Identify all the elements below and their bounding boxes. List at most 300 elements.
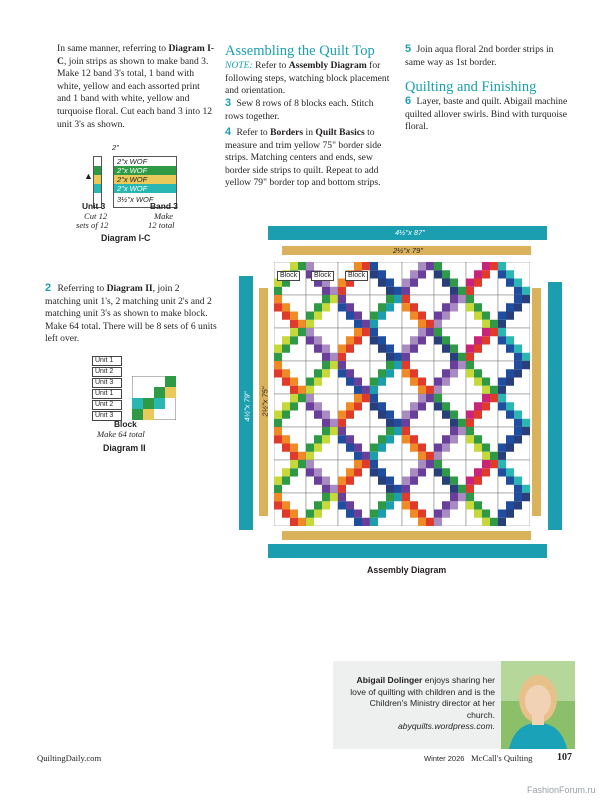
block-square-accent	[402, 369, 410, 377]
block-square	[450, 435, 458, 443]
block-square	[434, 320, 442, 328]
block-square-accent	[474, 336, 482, 344]
block-square	[426, 460, 434, 468]
block-square-accent	[378, 435, 386, 443]
block-square-accent	[514, 361, 522, 369]
block-square	[410, 477, 418, 485]
left-inner-label: 2½"x 75"	[260, 386, 270, 417]
block-square	[322, 345, 330, 353]
block-square-accent	[370, 444, 378, 452]
block-square	[274, 287, 282, 295]
block-square-accent	[498, 336, 506, 344]
block-square	[442, 510, 450, 518]
block-square	[410, 501, 418, 509]
block-square-accent	[282, 444, 290, 452]
block-square	[490, 460, 498, 468]
block-square-accent	[410, 510, 418, 518]
block-square	[522, 419, 530, 427]
block-square	[354, 510, 362, 518]
block-square	[330, 353, 338, 361]
block-square	[466, 427, 474, 435]
block-square-accent	[418, 394, 426, 402]
bio-text: Abigail Dolinger enjoys sharing her love of quilting with children and is the Children's Ministry director at her church. abyquilts.wordpress.com.	[350, 675, 495, 732]
block-square-accent	[402, 279, 410, 287]
block-square-accent	[498, 510, 506, 518]
block-square	[338, 427, 346, 435]
block-square	[426, 386, 434, 394]
block-square	[386, 501, 394, 509]
footer-website: QuiltingDaily.com	[37, 753, 102, 763]
diagram-1c	[76, 143, 192, 243]
strip-white: 2"x WOF	[114, 157, 176, 166]
block-square	[410, 303, 418, 311]
band3-sub2: 12 total	[148, 220, 175, 230]
block-square-accent	[450, 287, 458, 295]
block-square-accent	[506, 435, 514, 443]
block-square-accent	[378, 303, 386, 311]
block-square	[426, 452, 434, 460]
block-square	[282, 369, 290, 377]
block-square	[514, 435, 522, 443]
block-square	[410, 279, 418, 287]
block-square	[490, 320, 498, 328]
block-square	[290, 468, 298, 476]
block-square	[418, 444, 426, 452]
block-square	[394, 493, 402, 501]
block-square	[498, 262, 506, 270]
block-square-accent	[290, 320, 298, 328]
watermark: FashionForum.ru	[527, 785, 596, 795]
strip-green: 2"x WOF	[114, 166, 176, 175]
block-square	[322, 411, 330, 419]
quilt-block	[274, 295, 306, 328]
block-square	[506, 312, 514, 320]
quilt-block	[402, 328, 434, 361]
block-square-accent	[378, 501, 386, 509]
quilt-block	[370, 394, 402, 427]
block-square	[322, 303, 330, 311]
diagram-2	[90, 356, 190, 419]
unit3-sub1: Cut 12	[84, 211, 108, 221]
quilt-block	[274, 361, 306, 394]
block-square-accent	[434, 312, 442, 320]
block-square	[386, 369, 394, 377]
block-square	[474, 279, 482, 287]
block-square	[482, 444, 490, 452]
block-square	[378, 270, 386, 278]
block-square	[458, 493, 466, 501]
block-square	[482, 402, 490, 410]
block-square	[354, 336, 362, 344]
block-square	[442, 402, 450, 410]
block-square-accent	[274, 477, 282, 485]
block-square-accent	[402, 303, 410, 311]
block-square-accent	[434, 270, 442, 278]
block-square	[330, 485, 338, 493]
block-square-accent	[514, 493, 522, 501]
block-square	[498, 328, 506, 336]
block-square	[418, 312, 426, 320]
block-square	[450, 411, 458, 419]
block-square	[418, 378, 426, 386]
block-square	[426, 262, 434, 270]
block-square-accent	[306, 336, 314, 344]
block-square	[322, 435, 330, 443]
block-square-accent	[466, 435, 474, 443]
block-square-accent	[410, 378, 418, 386]
block-square-accent	[378, 477, 386, 485]
block-square	[322, 477, 330, 485]
block-square	[498, 394, 506, 402]
block-square	[370, 262, 378, 270]
quilt-block	[434, 262, 466, 295]
block-square-accent	[402, 477, 410, 485]
block-square	[298, 518, 306, 526]
block-square	[434, 386, 442, 394]
quilt-block	[370, 295, 402, 328]
block-square	[458, 295, 466, 303]
block-square	[418, 510, 426, 518]
block-square	[354, 444, 362, 452]
quilt-block	[306, 361, 338, 394]
quilt-block	[466, 328, 498, 361]
block-square-accent	[274, 501, 282, 509]
block-square	[474, 477, 482, 485]
unit-label: Unit 3	[95, 379, 114, 386]
block-square	[298, 320, 306, 328]
quilt-block	[402, 427, 434, 460]
block-square	[362, 320, 370, 328]
block-square-accent	[402, 345, 410, 353]
block-square	[466, 493, 474, 501]
quilt-block	[402, 493, 434, 526]
block-square-accent	[290, 394, 298, 402]
quilt-block	[402, 394, 434, 427]
block-square	[490, 452, 498, 460]
quilt-block	[466, 394, 498, 427]
block-square-accent	[434, 378, 442, 386]
block-square-accent	[442, 369, 450, 377]
block-square-accent	[474, 312, 482, 320]
block-square-accent	[354, 320, 362, 328]
block-square	[378, 444, 386, 452]
block-square-accent	[314, 477, 322, 485]
block-square-accent	[506, 477, 514, 485]
block-square-accent	[474, 468, 482, 476]
block-square	[378, 312, 386, 320]
block-square	[370, 320, 378, 328]
block-square-accent	[498, 468, 506, 476]
block-square	[298, 452, 306, 460]
block-square	[434, 394, 442, 402]
block-square	[346, 345, 354, 353]
quilt-block	[434, 295, 466, 328]
block-square	[346, 477, 354, 485]
block-square-accent	[274, 303, 282, 311]
block-square	[450, 369, 458, 377]
block-square-accent	[370, 378, 378, 386]
block-square-accent	[450, 485, 458, 493]
block-square-accent	[354, 262, 362, 270]
block-square	[362, 452, 370, 460]
bottom-inner-border	[282, 531, 531, 540]
block-square-accent	[514, 427, 522, 435]
block-square	[354, 468, 362, 476]
block-tag: Block	[345, 271, 368, 281]
block-square	[466, 419, 474, 427]
block-square	[450, 477, 458, 485]
block-square-accent	[314, 435, 322, 443]
block-square-accent	[354, 452, 362, 460]
block-square	[306, 394, 314, 402]
block-square	[362, 518, 370, 526]
block-square	[378, 402, 386, 410]
quilt-block	[370, 460, 402, 493]
block-square	[306, 320, 314, 328]
block-square-accent	[322, 295, 330, 303]
block-square	[418, 336, 426, 344]
block-square	[274, 493, 282, 501]
block-square	[442, 378, 450, 386]
quilt-block	[498, 262, 530, 295]
block-square-accent	[386, 427, 394, 435]
block-tag: Block	[311, 271, 334, 281]
quilt-block	[338, 460, 370, 493]
block-square-accent	[450, 493, 458, 501]
block-square	[386, 279, 394, 287]
quilt-block	[402, 295, 434, 328]
step-3-number: 3	[225, 97, 232, 109]
quilt-block	[498, 295, 530, 328]
block-square	[506, 444, 514, 452]
block-square	[482, 312, 490, 320]
quilt-block	[338, 361, 370, 394]
quilt-block	[274, 460, 306, 493]
quilt-block	[306, 328, 338, 361]
strip-white-wide: 3½"x WOF	[114, 193, 176, 207]
block-square	[274, 361, 282, 369]
block-square-accent	[354, 328, 362, 336]
block-square-accent	[378, 345, 386, 353]
block-square	[290, 312, 298, 320]
block-square	[466, 361, 474, 369]
block-square	[330, 361, 338, 369]
block-square	[362, 460, 370, 468]
block-square-accent	[466, 411, 474, 419]
block-square	[514, 411, 522, 419]
block-square-accent	[506, 411, 514, 419]
block-square-accent	[418, 320, 426, 328]
block-square	[338, 493, 346, 501]
block-square-accent	[482, 386, 490, 394]
block-square	[394, 353, 402, 361]
block-square-accent	[506, 303, 514, 311]
block-square-accent	[434, 468, 442, 476]
block-square	[498, 320, 506, 328]
block-square-accent	[322, 353, 330, 361]
quilt-block	[466, 460, 498, 493]
block-square	[338, 287, 346, 295]
block-sub: Make 64 total	[97, 429, 145, 439]
block-square-accent	[410, 336, 418, 344]
block-square	[282, 303, 290, 311]
block-square	[522, 485, 530, 493]
block-square	[482, 336, 490, 344]
block-square	[314, 510, 322, 518]
top-outer-label: 4½"x 87"	[395, 228, 425, 237]
block-square	[458, 361, 466, 369]
quilt-block	[466, 262, 498, 295]
block-square-accent	[410, 402, 418, 410]
quilt-block	[466, 295, 498, 328]
block-square	[354, 378, 362, 386]
block-square	[474, 501, 482, 509]
step-4: 4 Refer to Borders in Quilt Basics to measure and trim yellow 75" border side strips. Matching centers and ends, sew border side strips to quilt. Repeat to add yellow 79" border top and bottom strips.	[225, 126, 382, 189]
block-square-accent	[474, 510, 482, 518]
band3-title: Band 3	[150, 201, 178, 211]
footer-magazine: McCall's Quilting	[471, 753, 533, 763]
block-square-accent	[346, 312, 354, 320]
block-square	[402, 295, 410, 303]
block-square	[482, 510, 490, 518]
block-square-accent	[378, 411, 386, 419]
block-square	[394, 427, 402, 435]
block-square	[402, 419, 410, 427]
quilt-block	[402, 361, 434, 394]
quilt-block	[338, 427, 370, 460]
block-square-accent	[418, 460, 426, 468]
block-square	[514, 303, 522, 311]
block-square	[474, 345, 482, 353]
block-square	[306, 262, 314, 270]
block-square	[434, 460, 442, 468]
block-square	[490, 262, 498, 270]
block-square	[370, 452, 378, 460]
block-square	[418, 402, 426, 410]
block-square-accent	[514, 419, 522, 427]
block-square-accent	[370, 510, 378, 518]
assembling-heading: Assembling the Quilt Top	[225, 43, 375, 59]
block-square	[522, 427, 530, 435]
quilt-block	[434, 361, 466, 394]
block-square-accent	[338, 345, 346, 353]
unit-label: Unit 2	[95, 368, 114, 375]
block-square-accent	[370, 270, 378, 278]
block-square	[426, 328, 434, 336]
block-square-accent	[274, 411, 282, 419]
step-2: 2 Referring to Diagram II, join 2 matching unit 1's, 2 matching unit 2's and 2 matching unit 3's as shown to make block. Make 64 total. There will be 8 sets of 6 units left over.	[45, 282, 217, 345]
block-square-accent	[354, 386, 362, 394]
block-square	[474, 435, 482, 443]
block-square	[474, 303, 482, 311]
block-square	[306, 386, 314, 394]
block-square	[290, 402, 298, 410]
block-square-accent	[434, 402, 442, 410]
block-square-accent	[338, 369, 346, 377]
assembly-caption: Assembly Diagram	[367, 565, 447, 575]
block-square	[338, 419, 346, 427]
block-tag: Block	[277, 271, 300, 281]
block-square	[378, 336, 386, 344]
block-square-accent	[450, 295, 458, 303]
block-square	[514, 369, 522, 377]
quilt-block	[306, 493, 338, 526]
block-square	[466, 295, 474, 303]
block-square-accent	[514, 295, 522, 303]
block-square	[482, 468, 490, 476]
block-square-accent	[410, 444, 418, 452]
quilt-block	[466, 493, 498, 526]
quilt-block	[434, 460, 466, 493]
block-square-accent	[474, 378, 482, 386]
block-square	[490, 394, 498, 402]
quilt-block	[402, 262, 434, 295]
block-square	[450, 345, 458, 353]
quilt-block	[274, 328, 306, 361]
block-square-accent	[482, 460, 490, 468]
block-square	[522, 295, 530, 303]
block-square-accent	[346, 336, 354, 344]
block-square	[338, 295, 346, 303]
step-4-number: 4	[225, 126, 232, 138]
quilt-block	[338, 328, 370, 361]
block-square	[362, 394, 370, 402]
block-square	[274, 485, 282, 493]
block-square-accent	[386, 287, 394, 295]
right-inner-border	[532, 288, 541, 516]
block-square-accent	[306, 402, 314, 410]
block-square	[298, 262, 306, 270]
block-square	[314, 402, 322, 410]
step-5: 5 Join aqua floral 2nd border strips in same way as 1st border.	[405, 43, 554, 68]
block-square	[482, 378, 490, 386]
block-square-accent	[466, 279, 474, 287]
block-square-accent	[482, 320, 490, 328]
block-square-accent	[338, 435, 346, 443]
block-square	[298, 394, 306, 402]
block-square-accent	[370, 402, 378, 410]
block-square	[346, 435, 354, 443]
block-square	[450, 501, 458, 509]
block-square	[354, 312, 362, 320]
block-square-accent	[442, 411, 450, 419]
block-square	[434, 452, 442, 460]
block-square	[274, 295, 282, 303]
block-square-accent	[338, 501, 346, 509]
block-square-accent	[386, 353, 394, 361]
block-square	[338, 353, 346, 361]
block-square-accent	[370, 312, 378, 320]
block-square-accent	[290, 386, 298, 394]
block-square-accent	[290, 262, 298, 270]
quilt-block	[434, 394, 466, 427]
block-square	[506, 402, 514, 410]
block-square	[362, 328, 370, 336]
block-square-accent	[322, 419, 330, 427]
block-square	[410, 435, 418, 443]
block-square-accent	[410, 270, 418, 278]
block-square-accent	[442, 303, 450, 311]
block-square	[306, 452, 314, 460]
block-square-accent	[306, 468, 314, 476]
quilt-block	[306, 394, 338, 427]
block-square	[330, 493, 338, 501]
block-square-accent	[378, 279, 386, 287]
block-square	[386, 345, 394, 353]
block-square	[418, 270, 426, 278]
block-square-accent	[346, 402, 354, 410]
block-square-accent	[466, 501, 474, 509]
